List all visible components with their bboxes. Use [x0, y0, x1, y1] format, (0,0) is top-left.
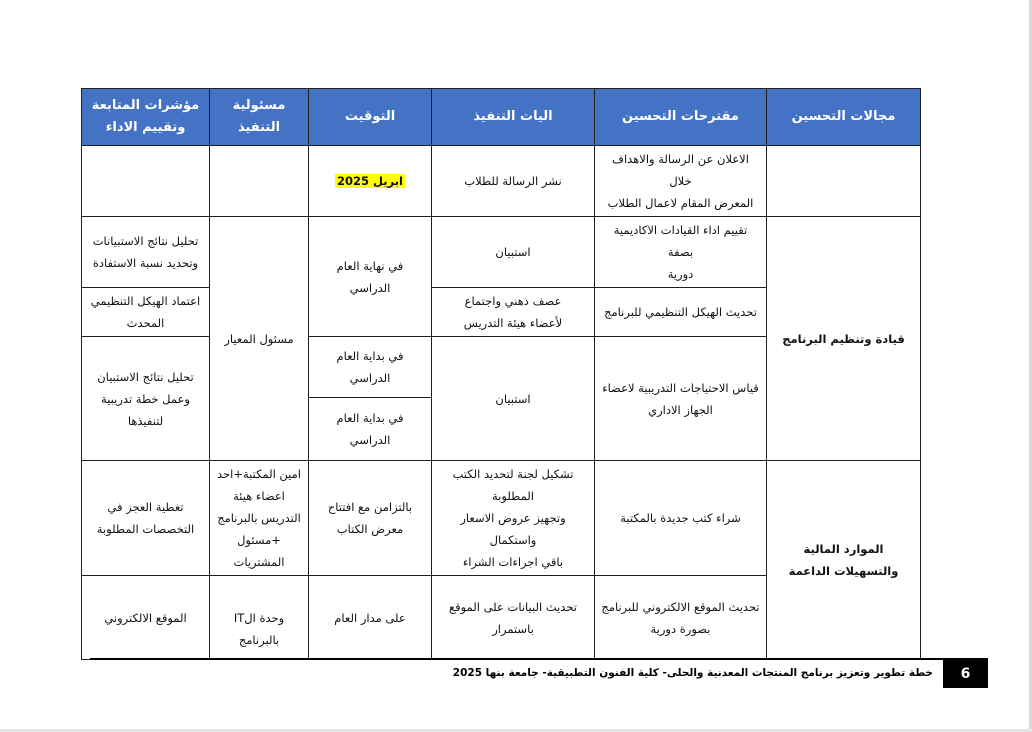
cell-line: عصف ذهني واجتماع: [464, 294, 562, 308]
cell-line: تغطية العجز في: [107, 500, 184, 514]
timing-cell: في بداية العام الدراسي: [309, 337, 432, 398]
cell-line: تحديث البيانات على الموقع: [449, 599, 577, 614]
proposal-cell: [595, 576, 767, 660]
indicator-cell-empty: [82, 146, 210, 217]
header-proposals: مقترحات التحسين: [595, 89, 767, 146]
cell-line: باقي اجراءات الشراء: [462, 555, 564, 569]
proposal-cell: [595, 217, 767, 288]
cell-line: +مسئول المشتريات: [233, 533, 285, 569]
mechanism-cell: [432, 461, 595, 576]
cell-line: لأعضاء هيئة التدريس: [463, 316, 563, 330]
area-line: الموارد المالية: [803, 542, 884, 556]
cell-line: تحليل نتائج الاستبيانات: [92, 234, 199, 248]
cell-line: وتحديد نسبة الاستفادة: [92, 256, 199, 270]
area-cell-finance: [767, 461, 921, 660]
improvement-plan-table: [81, 88, 921, 660]
header-responsibility: مسئولية التنفيذ: [210, 89, 309, 146]
header-indicators: [82, 89, 210, 146]
cell-line: معرض الكتاب: [336, 522, 404, 536]
mechanism-cell: نشر الرسالة للطلاب: [432, 146, 595, 217]
cell-line: اعضاء هيئة: [233, 489, 285, 503]
cell-line: تحديث الموقع الالكتروني للبرنامج: [601, 599, 760, 614]
proposal-cell: [595, 146, 767, 217]
cell-line: بصورة دورية: [650, 621, 711, 636]
cell-line: المحدث: [126, 316, 165, 330]
responsibility-cell: مسئول المعيار: [210, 217, 309, 461]
cell-line: المعرض المقام لاعمال الطلاب: [607, 196, 754, 210]
mechanism-cell: [432, 576, 595, 660]
footer-divider: [90, 658, 988, 660]
indicator-cell: الموقع الالكتروني: [82, 576, 210, 660]
header-row: [82, 89, 921, 146]
cell-line: تقييم اداء القيادات الاكاديمية بصفة: [613, 223, 748, 259]
cell-line: امين المكتبة+احد: [216, 467, 301, 481]
page-number: 6: [943, 660, 988, 688]
mechanism-cell: [432, 288, 595, 337]
indicator-cell: [82, 288, 210, 337]
indicator-cell: [82, 461, 210, 576]
table-row: [82, 461, 921, 576]
responsibility-cell-empty: [210, 146, 309, 217]
cell-line: بالتزامن مع افتتاح: [327, 500, 413, 514]
cell-line: قياس الاحتياجات التدريبية لاعضاء: [602, 380, 759, 395]
cell-line: اعتماد الهيكل التنظيمي: [90, 294, 201, 308]
area-cell-empty: [767, 146, 921, 217]
cell-line: وعمل خطة تدريبية لتنفيذها: [101, 391, 190, 428]
cell-line: تحليل نتائج الاستبيان: [97, 369, 194, 384]
footer-title: خطة تطوير وتعزيز برنامج المنتجات المعدنية والحلى- كلية الفنون التطبيقية- جامعة بنها 2025: [452, 667, 933, 679]
proposal-cell: شراء كتب جديدة بالمكتبة: [595, 461, 767, 576]
indicator-cell: [82, 217, 210, 288]
table-row: [82, 146, 921, 217]
cell-line: وحدة الIT بالبرنامج: [233, 610, 285, 647]
cell-line: التخصصات المطلوبة: [96, 522, 195, 536]
proposal-cell: تحديث الهيكل التنظيمي للبرنامج: [595, 288, 767, 337]
timing-cell: [309, 461, 432, 576]
table-row: [82, 217, 921, 288]
responsibility-cell: [210, 576, 309, 660]
cell-line: تشكيل لجنة لتحديد الكتب المطلوبة: [452, 467, 574, 503]
cell-line: دورية: [667, 267, 694, 281]
header-timing: التوقيت: [309, 89, 432, 146]
area-line: والتسهيلات الداعمة: [788, 564, 899, 578]
cell-line: التدريس بالبرنامج: [217, 511, 301, 525]
header-indicators-line2: وتقييم الاداء: [105, 120, 186, 135]
cell-line: الجهاز الاداري: [648, 402, 713, 417]
mechanism-cell: استبيان: [432, 337, 595, 461]
indicator-cell: [82, 337, 210, 461]
area-cell-leadership: قيادة وتنظيم البرنامج: [767, 217, 921, 461]
proposal-cell: [595, 337, 767, 461]
timing-cell: على مدار العام: [309, 576, 432, 660]
responsibility-cell: [210, 461, 309, 576]
cell-spacer: [216, 585, 302, 607]
mechanism-cell: استبيان: [432, 217, 595, 288]
cell-line: الاعلان عن الرسالة والاهداف خلال: [612, 152, 749, 188]
timing-cell: في نهاية العام الدراسي: [309, 217, 432, 337]
highlighted-date: ابريل 2025: [336, 174, 404, 188]
timing-cell: [309, 146, 432, 217]
cell-line: باستمرار: [492, 621, 534, 636]
header-indicators-line1: مؤشرات المتابعة: [91, 98, 200, 113]
cell-line: وتجهيز عروض الاسعار واستكمال: [460, 511, 566, 547]
header-mechanisms: اليات التنفيذ: [432, 89, 595, 146]
timing-cell: في بداية العام الدراسي: [309, 398, 432, 461]
header-areas: مجالات التحسين: [767, 89, 921, 146]
